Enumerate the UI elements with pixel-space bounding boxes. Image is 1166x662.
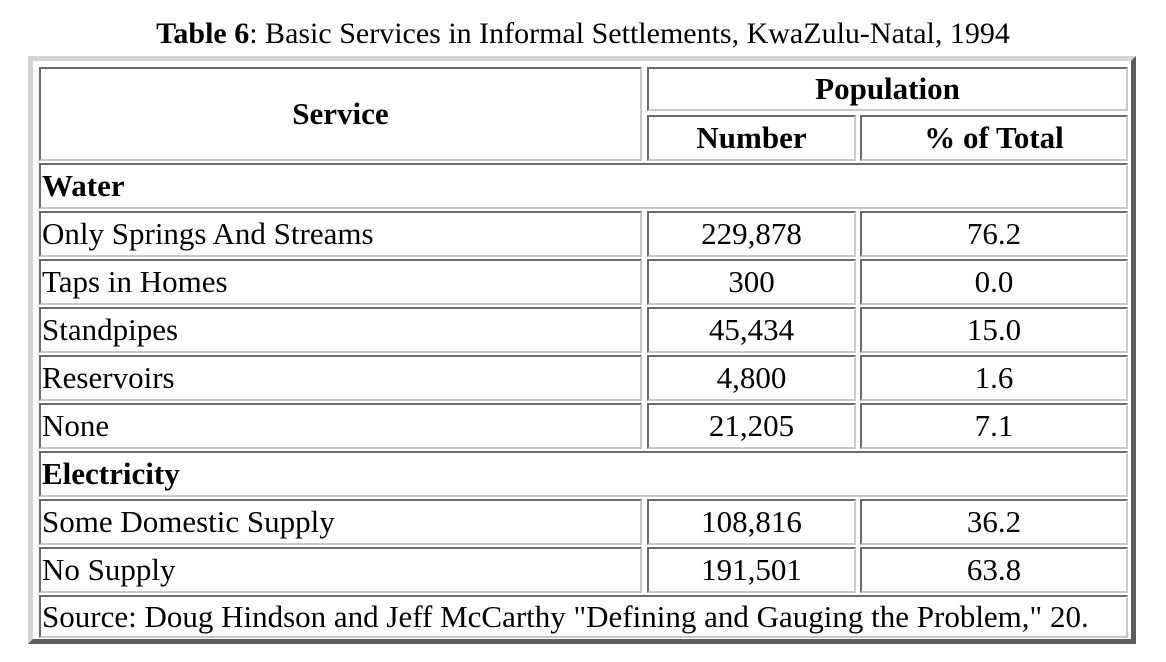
row-pct-taps-in-homes: 0.0 bbox=[860, 259, 1128, 305]
row-label-some-domestic-supply: Some Domestic Supply bbox=[39, 499, 642, 545]
row-number-no-supply: 191,501 bbox=[647, 547, 856, 593]
table-title: : Basic Services in Informal Settlements, KwaZulu-Natal, 1994 bbox=[249, 17, 1010, 50]
services-table bbox=[28, 56, 1136, 644]
row-number-taps-in-homes: 300 bbox=[647, 259, 856, 305]
section-water: Water bbox=[39, 163, 1128, 209]
row-label-none: None bbox=[39, 403, 642, 449]
row-pct-no-supply: 63.8 bbox=[860, 547, 1128, 593]
row-pct-standpipes: 15.0 bbox=[860, 307, 1128, 353]
header-number: Number bbox=[647, 115, 856, 161]
header-population: Population bbox=[647, 67, 1128, 111]
row-number-standpipes: 45,434 bbox=[647, 307, 856, 353]
row-number-reservoirs: 4,800 bbox=[647, 355, 856, 401]
row-label-no-supply: No Supply bbox=[39, 547, 642, 593]
row-pct-none: 7.1 bbox=[860, 403, 1128, 449]
row-number-some-domestic-supply: 108,816 bbox=[647, 499, 856, 545]
table-caption bbox=[0, 16, 1166, 52]
source-note: Source: Doug Hindson and Jeff McCarthy "Defining and Gauging the Problem," 20. bbox=[39, 595, 1128, 638]
header-service: Service bbox=[39, 67, 642, 161]
section-electricity: Electricity bbox=[39, 451, 1128, 497]
row-label-only-springs: Only Springs And Streams bbox=[39, 211, 642, 257]
table-number: Table 6 bbox=[156, 17, 250, 50]
row-pct-some-domestic-supply: 36.2 bbox=[860, 499, 1128, 545]
row-pct-reservoirs: 1.6 bbox=[860, 355, 1128, 401]
header-pct-of-total: % of Total bbox=[860, 115, 1128, 161]
row-pct-only-springs: 76.2 bbox=[860, 211, 1128, 257]
row-number-none: 21,205 bbox=[647, 403, 856, 449]
row-label-standpipes: Standpipes bbox=[39, 307, 642, 353]
row-label-taps-in-homes: Taps in Homes bbox=[39, 259, 642, 305]
row-label-reservoirs: Reservoirs bbox=[39, 355, 642, 401]
row-number-only-springs: 229,878 bbox=[647, 211, 856, 257]
